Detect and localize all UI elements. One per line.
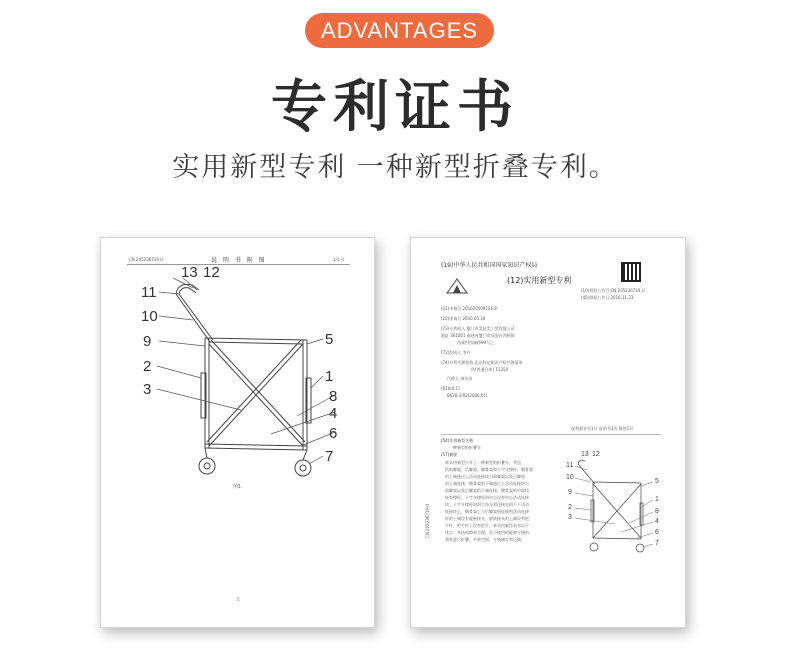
field-72: (72)发明人 李丹 [441, 350, 471, 355]
abstract-line: 杆的上端设有旋转接头，旋转接头的上端设有把 [445, 516, 529, 521]
callout-2: 2 [143, 358, 152, 375]
callout-1: 1 [325, 368, 334, 385]
page-number: 5 [237, 597, 240, 602]
callout-8: 8 [655, 508, 659, 515]
doc-header-right: 1/1 页 [333, 257, 345, 262]
field-51: (51)Int.Cl. [441, 386, 461, 391]
callout-13: 13 [181, 264, 198, 281]
callout-11: 11 [566, 462, 574, 469]
callout-10: 10 [141, 308, 158, 325]
callout-7: 7 [325, 448, 334, 465]
name-value: 一种新型的折叠车 [449, 445, 481, 450]
abstract-line: 的上端通过上活动连接块与前脚架以及后脚架 [445, 474, 525, 479]
callout-6: 6 [329, 425, 338, 442]
callout-3: 3 [143, 381, 152, 398]
abstract-line: 本实用新型公开了一种新型的折叠车，其包 [445, 460, 521, 465]
name-label: (54)实用新型名称 [441, 438, 474, 443]
cart-drawing-small [411, 238, 687, 629]
abstract-line: 的上端连接，侧骨架的下端通过下活动连接块与 [445, 481, 529, 486]
callout-5: 5 [325, 331, 334, 348]
doc-type: (12)实用新型专利 [507, 276, 572, 285]
callout-8: 8 [329, 388, 338, 405]
abstract-line: 括前脚架、后脚架、侧骨架和十字支撑杆，侧骨架 [445, 467, 533, 472]
abstract-line: 接有撑杆，十字支撑杆的中心设有中心活动连接 [445, 495, 529, 500]
field-address-2: 西溪村西湖路99号之 [457, 340, 495, 345]
abstract-line: 优点：其结构简单合理，在不使用时能够方便的 [445, 530, 529, 535]
abstract-label: (57)摘要 [441, 452, 458, 457]
abstract-line: 手杆，把手杆上设有把手，本实用新型具有以下 [445, 523, 529, 528]
field-ipc: B62B 3/02(2006.01) [447, 393, 488, 398]
page-title: 专利证书 [271, 75, 519, 140]
abstract-line: 前脚架以及后脚架的下端连接，侧骨架的中部铰 [445, 488, 529, 493]
callout-13: 13 [581, 451, 589, 458]
side-stamp: CN 205236719 U [425, 503, 430, 538]
callout-12: 12 [592, 451, 600, 458]
callout-7: 7 [655, 540, 659, 547]
callout-10: 10 [566, 474, 574, 481]
callout-5: 5 [655, 478, 659, 485]
advantages-badge: ADVANTAGES [305, 13, 494, 48]
patent-front-page [410, 237, 686, 628]
callout-12: 12 [203, 264, 220, 281]
figure-caption: 图1 [233, 484, 242, 490]
doc-header-left: CN 205236719 U [129, 257, 164, 262]
callout-4: 4 [655, 518, 659, 525]
callout-6: 6 [655, 529, 659, 536]
claims-note: 权利要求书1页 说明书3页 附图1页 [571, 426, 634, 431]
callout-9: 9 [568, 489, 572, 496]
callout-1: 1 [655, 496, 659, 503]
field-73: (73)专利权人 厦门市美居美工贸有限公司 [441, 326, 515, 331]
callout-11: 11 [141, 284, 157, 301]
abstract-line: 连接块上，侧骨架上与后脚架相连接的活动连接 [445, 509, 529, 514]
callout-9: 9 [143, 333, 152, 350]
field-22: (22)申请日 2016.05.30 [441, 316, 486, 321]
doc-header-center: 说 明 书 附 图 [211, 257, 267, 264]
field-21: (21)申请号 201620509126.8 [441, 306, 497, 311]
page-subtitle: 实用新型专利 一种新型折叠专利。 [172, 152, 618, 183]
pub-no: (10)授权公告号 CN 205236719 U [581, 288, 645, 293]
abstract-line: 将其进行折叠，节省空间，方便储存和运输。 [445, 537, 525, 542]
pub-date: (45)授权公告日 2016.11.23 [581, 295, 634, 300]
callout-3: 3 [568, 514, 572, 521]
abstract-line: 块，十字支撑杆的四个角分别连接在四个下活动 [445, 502, 529, 507]
field-address: 地址 361001 福建省厦门市同安区西柯街 [441, 333, 515, 338]
callout-2: 2 [568, 504, 572, 511]
drawing-sheet [100, 237, 375, 628]
field-74: (74)专利代理机构 北京科亿知识产权代理事务 [441, 360, 523, 365]
field-74-2: 所(普通合伙) 11350 [471, 367, 509, 372]
authority: (19)中华人民共和国国家知识产权局 [441, 262, 538, 269]
field-agent: 代理人 汤东凤 [447, 376, 473, 381]
callout-4: 4 [329, 405, 338, 422]
